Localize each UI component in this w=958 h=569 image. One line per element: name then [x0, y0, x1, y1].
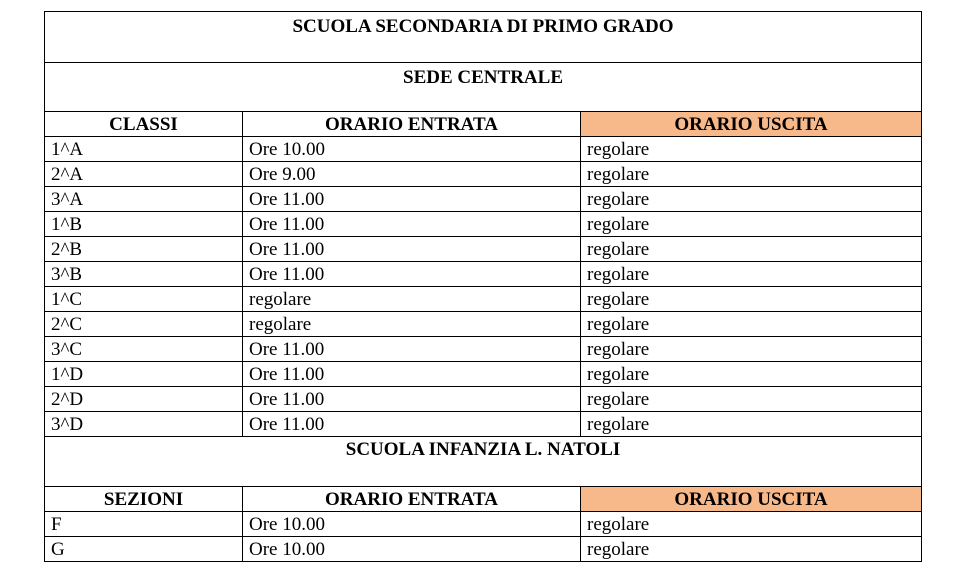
header-row [45, 487, 922, 512]
exit-time-cell: regolare [581, 187, 922, 212]
table-row [45, 512, 922, 537]
section-title: SCUOLA INFANZIA L. NATOLI [45, 437, 922, 487]
entry-time-cell: Ore 11.00 [243, 387, 581, 412]
exit-time-cell: regolare [581, 512, 922, 537]
class-cell: 3^B [45, 262, 243, 287]
table-row [45, 212, 922, 237]
exit-time-cell: regolare [581, 137, 922, 162]
class-cell: 1^D [45, 362, 243, 387]
table-row [45, 187, 922, 212]
class-cell: 2^A [45, 162, 243, 187]
exit-time-cell: regolare [581, 212, 922, 237]
exit-time-cell: regolare [581, 537, 922, 562]
class-cell: 1^C [45, 287, 243, 312]
class-cell: F [45, 512, 243, 537]
entry-time-cell: Ore 10.00 [243, 537, 581, 562]
exit-time-cell: regolare [581, 162, 922, 187]
schedule-table [44, 11, 922, 562]
table-row [45, 412, 922, 437]
header-entry-time: ORARIO ENTRATA [243, 487, 581, 512]
entry-time-cell: Ore 10.00 [243, 137, 581, 162]
table-row [45, 387, 922, 412]
class-cell: 1^B [45, 212, 243, 237]
class-cell: G [45, 537, 243, 562]
exit-time-cell: regolare [581, 387, 922, 412]
exit-time-cell: regolare [581, 287, 922, 312]
table-row [45, 287, 922, 312]
exit-time-cell: regolare [581, 412, 922, 437]
entry-time-cell: Ore 11.00 [243, 362, 581, 387]
table-row [45, 262, 922, 287]
table-row [45, 162, 922, 187]
entry-time-cell: Ore 11.00 [243, 187, 581, 212]
entry-time-cell: regolare [243, 287, 581, 312]
table-row [45, 362, 922, 387]
class-cell: 3^D [45, 412, 243, 437]
exit-time-cell: regolare [581, 362, 922, 387]
section-title: SEDE CENTRALE [45, 63, 922, 112]
table-row [45, 312, 922, 337]
entry-time-cell: Ore 11.00 [243, 237, 581, 262]
table-row [45, 137, 922, 162]
class-cell: 2^D [45, 387, 243, 412]
main-title: SCUOLA SECONDARIA DI PRIMO GRADO [45, 12, 922, 63]
entry-time-cell: regolare [243, 312, 581, 337]
header-row [45, 112, 922, 137]
table-row [45, 237, 922, 262]
class-cell: 1^A [45, 137, 243, 162]
table-row [45, 337, 922, 362]
class-cell: 3^A [45, 187, 243, 212]
exit-time-cell: regolare [581, 237, 922, 262]
entry-time-cell: Ore 11.00 [243, 337, 581, 362]
main-title-row [45, 12, 922, 63]
class-cell: 3^C [45, 337, 243, 362]
header-exit-time: ORARIO USCITA [581, 112, 922, 137]
header-exit-time: ORARIO USCITA [581, 487, 922, 512]
section-title-row [45, 63, 922, 112]
exit-time-cell: regolare [581, 337, 922, 362]
entry-time-cell: Ore 9.00 [243, 162, 581, 187]
header-class: CLASSI [45, 112, 243, 137]
exit-time-cell: regolare [581, 262, 922, 287]
table-row [45, 537, 922, 562]
entry-time-cell: Ore 11.00 [243, 262, 581, 287]
class-cell: 2^C [45, 312, 243, 337]
header-entry-time: ORARIO ENTRATA [243, 112, 581, 137]
exit-time-cell: regolare [581, 312, 922, 337]
entry-time-cell: Ore 10.00 [243, 512, 581, 537]
class-cell: 2^B [45, 237, 243, 262]
header-class: SEZIONI [45, 487, 243, 512]
schedule-table-body [45, 12, 922, 562]
entry-time-cell: Ore 11.00 [243, 212, 581, 237]
section-title-row [45, 437, 922, 487]
entry-time-cell: Ore 11.00 [243, 412, 581, 437]
